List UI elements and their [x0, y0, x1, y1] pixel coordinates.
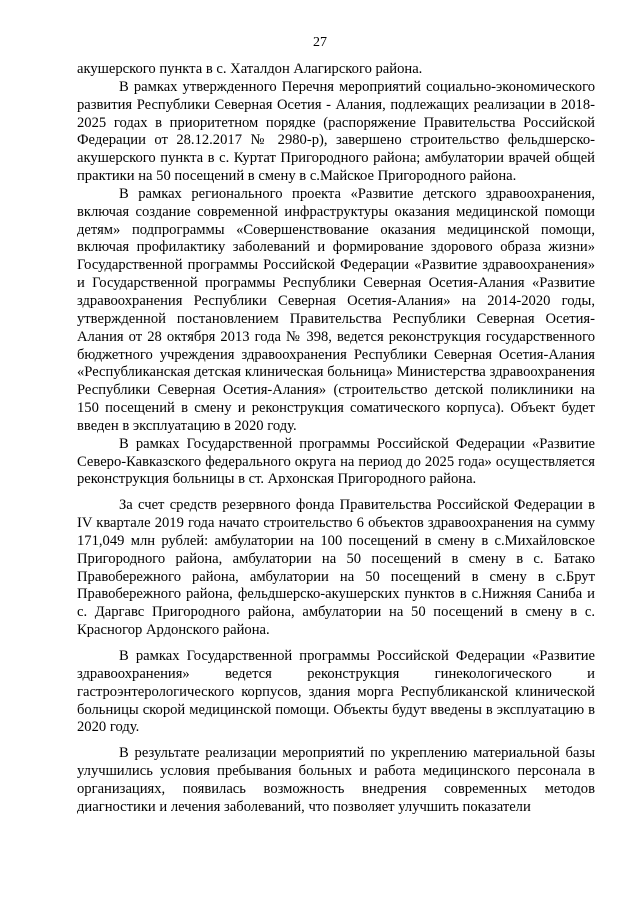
paragraph: В результате реализации мероприятий по укреплению материальной базы улучшились условия пребывания больных и работа медицинского персонала в организациях, появилась возможность внедрения современных методов диагностики и лечения заболеваний, что позволяет улучшить показатели: [77, 745, 595, 815]
paragraph: акушерского пункта в с. Хаталдон Алагирского района.: [77, 61, 423, 77]
paragraph: За счет средств резервного фонда Правительства Российской Федерации в IV квартале 2019 года начато строительство 6 объектов здравоохранения на сумму 171,049 млн рублей: амбулатории на 100 посещений в смену в с.Михайловское Пригородного района, амбулатории на 50 посещений в смену в с. Батако Правобережного района, амбулатории на 50 посещений в смену в с.Брут Правобережного района, фельдшерско-акушерских пунктов в с.Нижняя Саниба и с. Даргавс Пригородного района, амбулатории на 50 посещений в смену в с. Красногор Ардонского района.: [77, 497, 595, 639]
paragraph: В рамках Государственной программы Российской Федерации «Развитие здравоохранения» ведется реконструкция гинекологического и гастроэнтерологического корпусов, здания морга Республиканской клинической больницы скорой медицинской помощи. Объекты будут введены в эксплуатацию в 2020 году.: [77, 648, 595, 736]
page-number: 27: [313, 35, 327, 50]
document-body: [77, 61, 595, 817]
paragraph: В рамках Государственной программы Российской Федерации «Развитие Северо-Кавказского федерального округа на период до 2025 года» осуществляется реконструкция больницы в ст. Архонская Пригородного района.: [77, 435, 595, 488]
paragraph: В рамках утвержденного Перечня мероприятий социально-экономического развития Республики Северная Осетия - Алания, подлежащих реализации в 2018-2025 годах в приоритетном порядке (распоряжение Правительства Российской Федерации от 28.12.2017 № 2980-р), завершено строительство фельдшерско-акушерского пункта в с. Куртат Пригородного района; амбулатории врачей общей практики на 50 посещений в смену в с.Майское Пригородного района.: [77, 78, 595, 185]
paragraph: В рамках регионального проекта «Развитие детского здравоохранения, включая создание современной инфраструктуры оказания медицинской помощи детям» подпрограммы «Совершенствование оказания медицинской помощи, включая профилактику заболеваний и формирование здорового образа жизни» Государственной программы Российской Федерации «Развитие здравоохранения» и Государственной программы Республики Северная Осетия-Алания «Развитие здравоохранения Республики Северная Осетия-Алания» на 2014-2020 годы, утвержденной постановлением Правительства Республики Северная Осетия-Алания от 28 октября 2013 года № 398, ведется реконструкция государственного бюджетного учреждения здравоохранения Республики Северная Осетия-Алания «Республиканская детская клиническая больница» Министерства здравоохранения Республики Северная Осетия-Алания» (строительство детской поликлиники на 150 посещений в смену и реконструкция соматического корпуса). Объект будет введен в эксплуатацию в 2020 году.: [77, 185, 595, 434]
